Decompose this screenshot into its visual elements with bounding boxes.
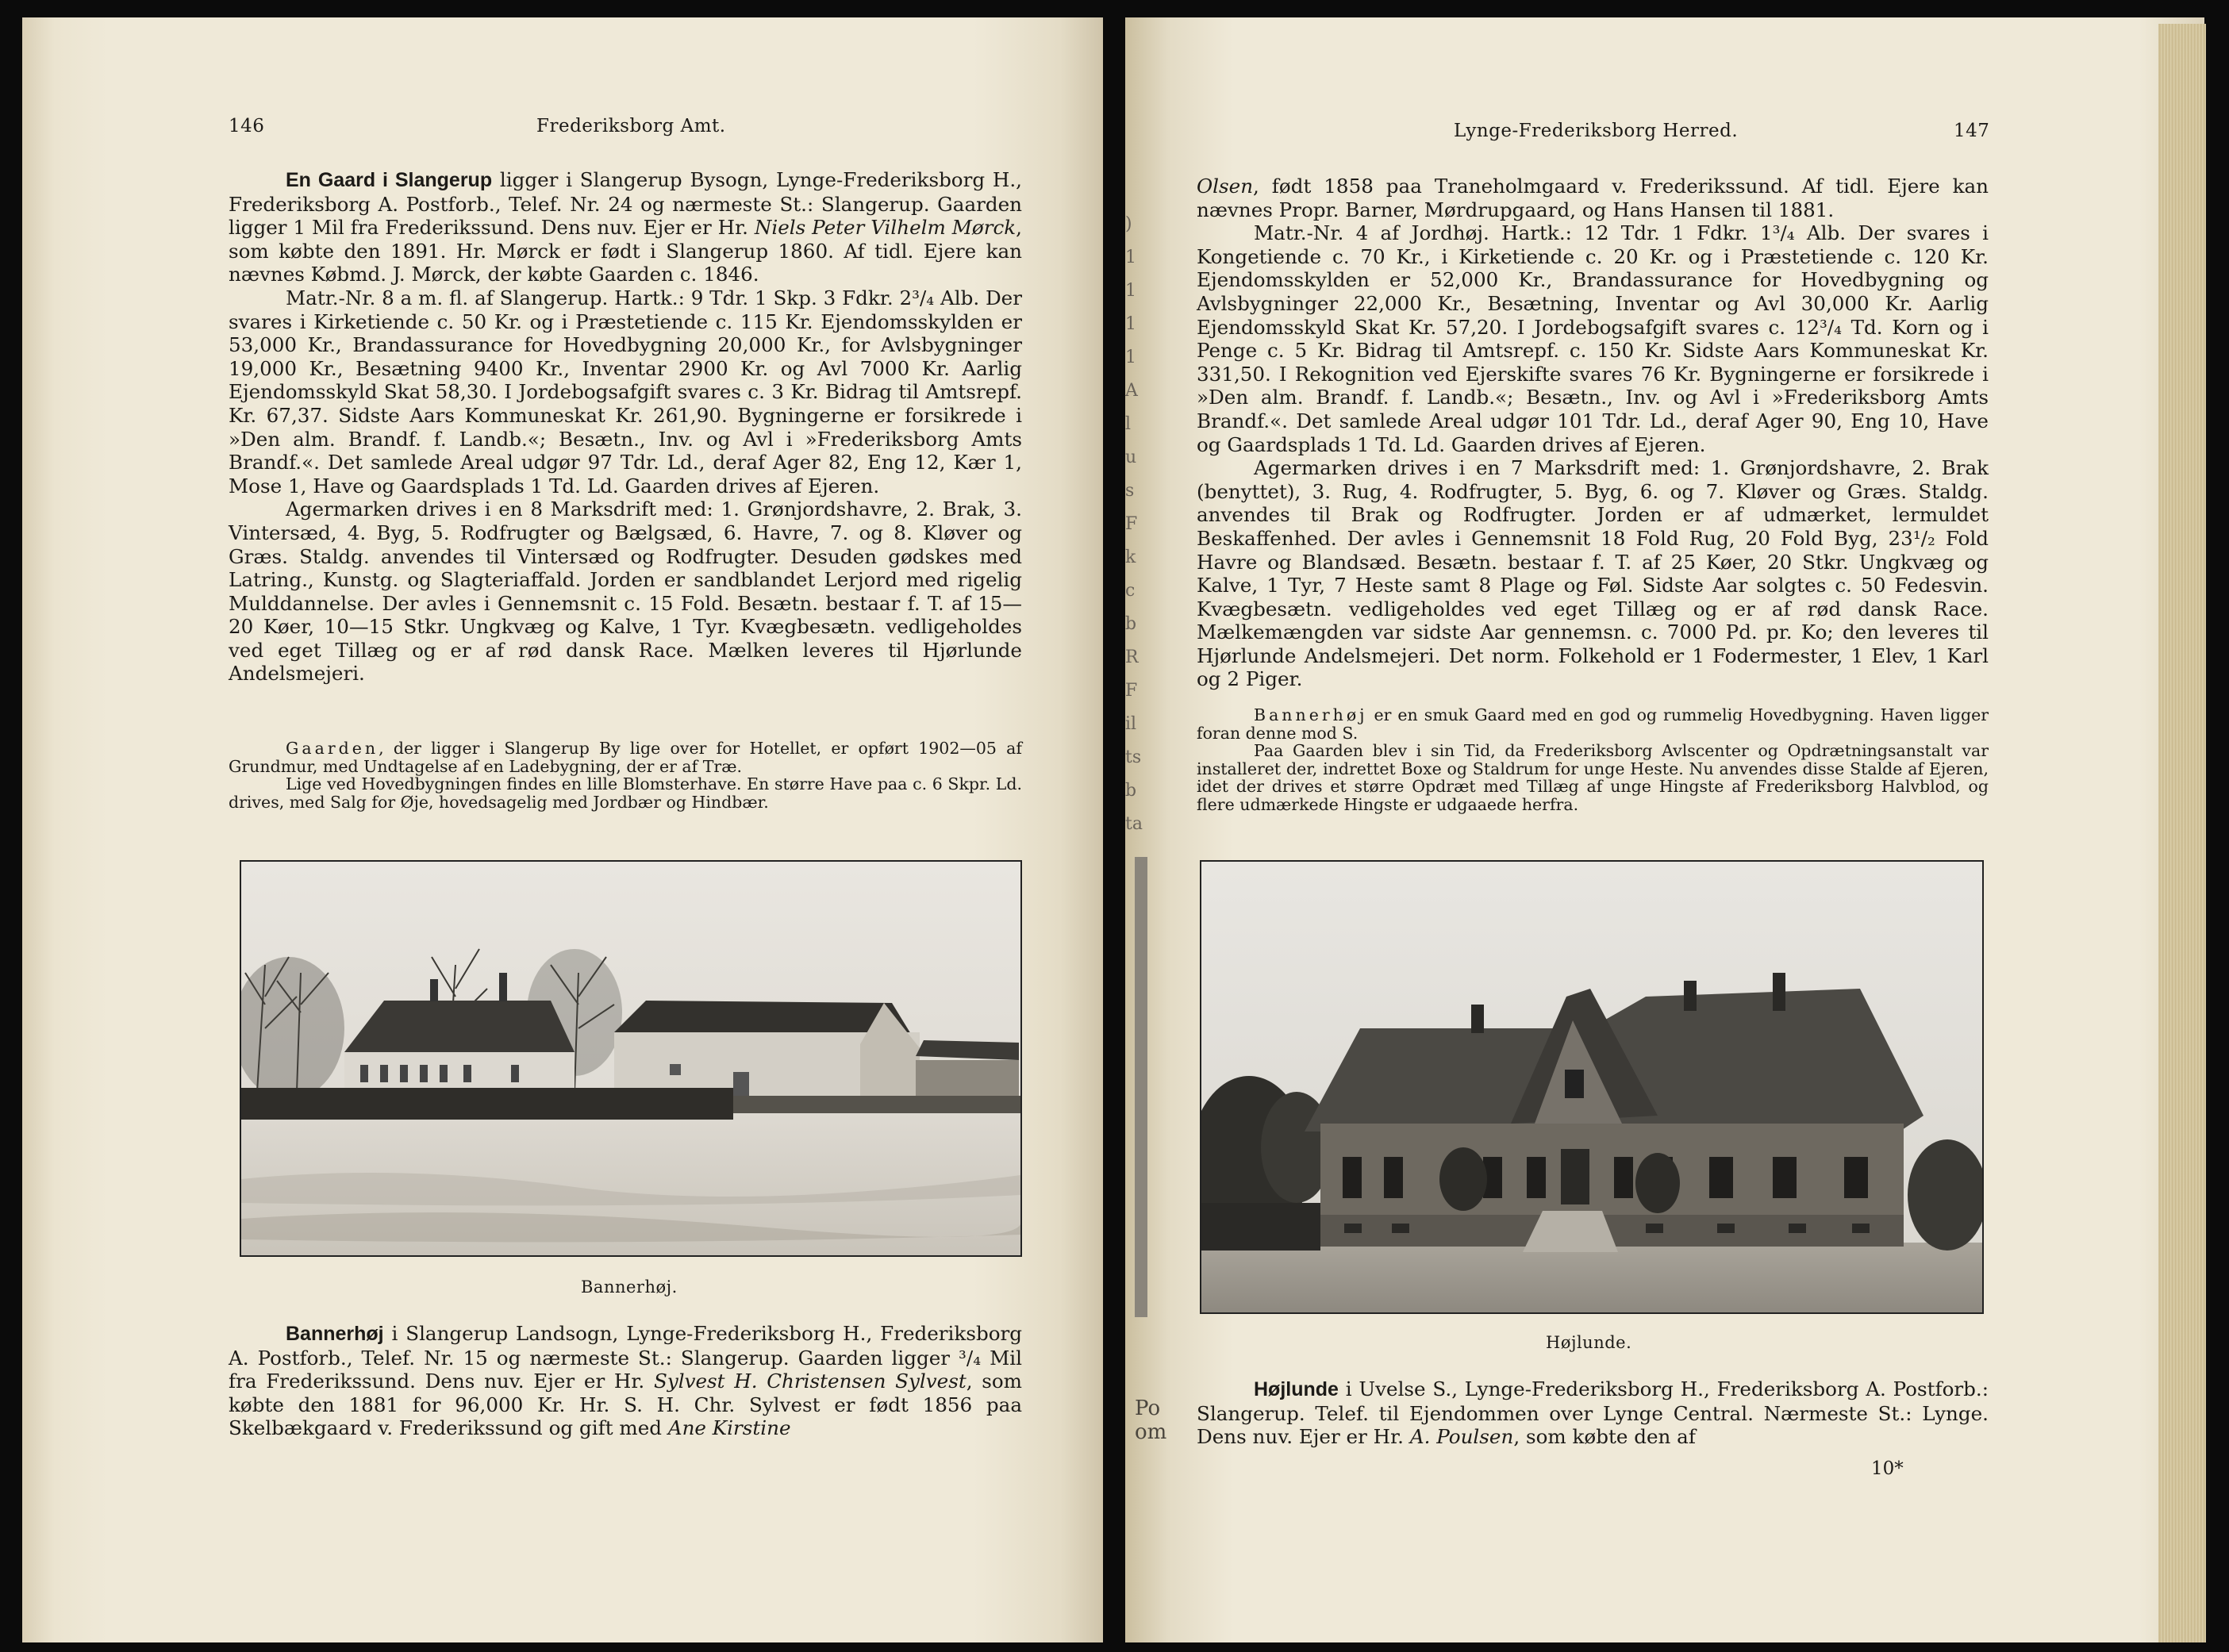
entry-bannerhoj-cont-p3: Agermarken drives i en 7 Marksdrift med: 1. Grønjordshavre, 2. Brak (benyttet), 3. Rug, 4. Rodfrugter, 5. Byg, 6. og 7. Kløver og Græs. Staldg. anvendes til Brak og Rodfrugter. Jorden er af udmærket, lermuldet Beskaffenhed. Der avles i Gennemsnit 18 Fold Rug, 20 Fold Byg, 23¹/₂ Fold Havre og Blandsæd. Besætn. bestaar f. T. af 25 Køer, 20 Stkr. Ungkvæg og Kalve, 1 Tyr, 7 Heste samt 8 Plage og Føl. Sidste Aar solgtes c. 50 Fedesvin. Kvægbesætn. vedligeholdes ved eget Tillæg og er af rød dansk Race. Mælkemængden var sidste Aar gennemsn. c. 7000 Pd. pr. Ko; den leveres til Hjørlunde Andelsmejeri. Det norm. Folkehold er 1 Fodermester, 1 Elev, 1 Karl og 2 Piger.: [1197, 456, 1989, 691]
entry-text: ligger i Slangerup Bysogn, Lynge-Frederiksborg H., Frederiksborg A. Postforb., Telef. Nr. 24 og nærmeste St.: Slangerup. Gaarden ligger 1 Mil fra Frederikssund. Dens nuv. Ejer er Hr.: [229, 168, 1022, 240]
entry-title: Bannerhøj: [286, 1323, 384, 1345]
book-edge: [2158, 24, 2206, 1642]
photo-bannerhoj: [240, 860, 1022, 1257]
gutter-fragment: [1125, 175, 1152, 208]
gutter-bottom-fragments: [1135, 1397, 1166, 1444]
entry-text: , som købte den af: [1513, 1425, 1696, 1449]
gutter-fragment: Po: [1135, 1397, 1161, 1420]
left-running-head: Frederiksborg Amt.: [536, 116, 726, 136]
gutter-fragment: il: [1125, 714, 1137, 734]
note-paragraph: [229, 740, 1022, 775]
gutter-fragment: k: [1125, 547, 1136, 567]
gutter-fragment: 1: [1125, 248, 1136, 267]
gutter-fragment: ts: [1125, 747, 1142, 767]
gutter-fragment: 1: [1125, 281, 1136, 301]
entry-text: i Uvelse S., Lynge-Frederiksborg H., Frederiksborg A. Postforb.: Slangerup. Telef. til Ejendommen over Lynge Central. Nærmeste St.: Lynge. Dens nuv. Ejer er Hr.: [1197, 1377, 1989, 1449]
right-page-number: 147: [1954, 121, 1990, 141]
note-paragraph: [1197, 706, 1989, 742]
entry-text: i Slangerup Landsogn, Lynge-Frederiksborg H., Frederiksborg A. Postforb., Telef. Nr. 15 og nærmeste St.: Slangerup. Gaarden ligger ³/₄ Mil fra Frederikssund. Dens nuv. Ejer er Hr.: [229, 1322, 1022, 1393]
note-text: er en smuk Gaard med en god og rummelig Hovedbygning. Haven ligger foran denne mod S.: [1197, 705, 1989, 743]
note-paragraph: Lige ved Hovedbygningen findes en lille Blomsterhave. En større Have paa c. 6 Skpr. Ld. drives, med Salg for Øje, hovedsagelig med Jordbær og Hindbær.: [229, 774, 1022, 812]
note-paragraph: Paa Gaarden blev i sin Tid, da Frederiksborg Avlscenter og Opdrætningsanstalt var installeret der, indrettet Boxe og Staldrum for unge Heste. Nu anvendes disse Stalde af Ejeren, idet der drives et større Opdræt med Tillæg af unge Hingste af Frederiksborg Halvblod, og flere udmærkede Hingste er udgaaede herfra.: [1197, 741, 1989, 814]
gutter-fragment: R: [1125, 647, 1139, 667]
photo-hojlunde: [1200, 860, 1984, 1314]
entry-slangerup-p1: [229, 168, 1022, 286]
entry-hojlunde: [1197, 1377, 1989, 1449]
left-page-number: 146: [229, 116, 265, 136]
right-running-head: Lynge-Frederiksborg Herred.: [1454, 121, 1739, 141]
note-lead: Gaarden: [286, 739, 379, 758]
entry-text: , som købte den 1891. Hr. Mørck er født i Slangerup 1860. Af tidl. Ejere kan nævnes Købmd. J. Mørck, der købte Gaarden c. 1846.: [229, 216, 1022, 286]
gutter-fragment: ta: [1125, 814, 1143, 834]
gutter-fragment: c: [1125, 581, 1136, 601]
owner-name: A. Poulsen: [1409, 1425, 1514, 1449]
gutter-fragment: F: [1125, 681, 1138, 701]
entry-title: Højlunde: [1254, 1378, 1339, 1400]
gutter-fragment: u: [1125, 448, 1137, 467]
entry-slangerup-p3: Agermarken drives i en 8 Marksdrift med: 1. Grønjordshavre, 2. Brak, 3. Vintersæd, 4. Byg, 5. Rodfrugter og Bælgsæd, 6. Havre, 7. og 8. Kløver og Græs. Staldg. anvendes til Vintersæd og Rodfrugter. Desuden gødskes med Latring., Kunstg. og Slagteriaffald. Jorden er sandblandet Lerjord med rigelig Mulddannelse. Der avles i Gennemsnit c. 15 Fold. Besætn. bestaar f. T. af 15—20 Køer, 10—15 Stkr. Ungkvæg og Kalve, 1 Tyr. Kvægbesætn. vedligeholdes ved eget Tillæg og er af rød dansk Race. Mælken leveres til Hjørlunde Andelsmejeri.: [229, 498, 1022, 686]
gutter-fragment: om: [1135, 1420, 1167, 1444]
gutter-fragment: b: [1125, 614, 1137, 634]
signature-mark: 10*: [1871, 1458, 1904, 1479]
entry-bannerhoj-notes: [1197, 706, 1989, 813]
gutter-fragment: F: [1125, 514, 1138, 534]
entry-bannerhoj: [229, 1322, 1022, 1440]
entry-bannerhoj-cont: [1197, 175, 1989, 691]
owner-name: Niels Peter Vilhelm Mørck: [754, 216, 1017, 240]
entry-slangerup-notes: [229, 740, 1022, 811]
gutter-fragment: b: [1125, 781, 1137, 801]
caption-hojlunde: Højlunde.: [1546, 1333, 1632, 1352]
entry-slangerup-p2: Matr.-Nr. 8 a m. fl. af Slangerup. Hartk.: 9 Tdr. 1 Skp. 3 Fdkr. 2³/₄ Alb. Der svares i Kirketiende c. 50 Kr. og i Præstetiende c. 115 Kr. Ejendomsskylden er 53,000 Kr., Brandassurance for Hovedbygning 20,000 Kr., for Avlsbygninger 19,000 Kr., Besætning 9400 Kr., Inventar 2900 Kr. og Avl 7000 Kr. Aarlig Ejendomsskyld Skat 58,30. I Jordebogsafgift svares c. 3 Kr. Bidrag til Amtsrepf. Kr. 67,37. Sidste Aars Kommuneskat Kr. 261,90. Bygningerne er forsikrede i »Den alm. Brandf. f. Landb.«; Besætn., Inv. og Avl i »Frederiksborg Amts Brandf.«. Det samlede Areal udgør 97 Tdr. Ld., deraf Ager 82, Eng 12, Kær 1, Mose 1, Have og Gaardsplads 1 Td. Ld. Gaarden drives af Ejeren.: [229, 286, 1022, 498]
gutter-fragment: s: [1125, 481, 1135, 501]
spouse-name: Ane Kirstine: [667, 1416, 791, 1440]
owner-name: Olsen: [1197, 175, 1254, 198]
entry-bannerhoj-p1: [229, 1322, 1022, 1440]
gutter-fragment: 1: [1125, 314, 1136, 334]
entry-bannerhoj-cont-p1: [1197, 175, 1989, 221]
note-text: , der ligger i Slangerup By lige over for Hotellet, er opført 1902—05 af Grundmur, med Undtagelse af en Ladebygning, der er af Træ.: [229, 739, 1022, 776]
gutter-fragment: 1: [1125, 348, 1136, 367]
caption-bannerhoj: Bannerhøj.: [581, 1277, 678, 1297]
gutter-photo-edge: [1135, 857, 1147, 1317]
entry-bannerhoj-cont-p2: Matr.-Nr. 4 af Jordhøj. Hartk.: 12 Tdr. 1 Fdkr. 1³/₄ Alb. Der svares i Kongetiende c. 70 Kr., i Kirketiende c. 20 Kr. og i Præstetiende c. 120 Kr. Ejendomsskylden er 52,000 Kr., Brandassurance for Hovedbygning og Avlsbygninger 22,000 Kr., Besætning, Inventar og Avl 30,000 Kr. Aarlig Ejendomsskyld Skat Kr. 57,20. I Jordebogsafgift svares c. 12³/₄ Td. Korn og i Penge c. 5 Kr. Bidrag til Amtsrepf. c. 150 Kr. Sidste Aars Kommuneskat Kr. 331,50. I Rekognition ved Ejerskifte svares 76 Kr. Bygningerne er forsikrede i »Den alm. Brandf. f. Landb.«; Besætn., Inv. og Avl i »Frederiksborg Amts Brandf.«. Det samlede Areal udgør 101 Tdr. Ld., deraf Ager 90, Eng 10, Have og Gaardsplads 1 Td. Ld. Gaarden drives af Ejeren.: [1197, 221, 1989, 456]
gutter-fragment: ): [1125, 214, 1132, 234]
entry-slangerup: [229, 168, 1022, 686]
gutter-fragment: A: [1125, 381, 1138, 401]
entry-title: En Gaard i Slangerup: [286, 169, 493, 191]
entry-text: , som købte den 1881 for 96,000 Kr. Hr. S. H. Chr. Sylvest er født 1856 paa Skelbækgaard v. Frederikssund og gift med: [229, 1370, 1022, 1440]
entry-hojlunde-p1: [1197, 1377, 1989, 1449]
entry-text: , født 1858 paa Traneholmgaard v. Frederikssund. Af tidl. Ejere kan nævnes Propr. Barner, Mørdrupgaard, og Hans Hansen til 1881.: [1197, 175, 1989, 221]
gutter-fragment: l: [1125, 414, 1132, 434]
owner-name: Sylvest H. Christensen Sylvest: [653, 1370, 967, 1393]
note-lead: Bannerhøj: [1254, 705, 1368, 724]
